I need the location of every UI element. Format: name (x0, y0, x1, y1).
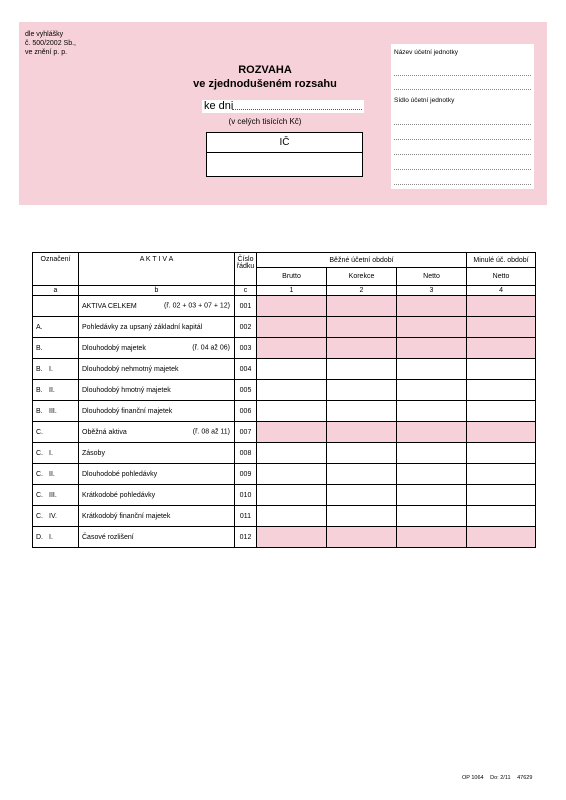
table-row (33, 338, 536, 359)
row-designation-roman: III. (49, 407, 57, 415)
korekce-cell[interactable] (327, 338, 397, 359)
netto-cell[interactable] (397, 485, 467, 506)
row-formula: (ř. 02 + 03 + 07 + 12) (164, 302, 230, 310)
row-number: 009 (235, 464, 257, 485)
row-designation (33, 506, 79, 527)
korekce-cell[interactable] (327, 527, 397, 548)
brutto-cell[interactable] (257, 296, 327, 317)
header-bezne-obdobi: Běžné účetní období (257, 253, 467, 268)
row-designation-letter: C. (36, 449, 43, 457)
netto-prev-cell[interactable] (467, 506, 536, 527)
row-designation-roman: I. (49, 365, 53, 373)
row-item-label: Dlouhodobý finanční majetek (82, 407, 173, 415)
netto-cell[interactable] (397, 317, 467, 338)
row-designation (33, 380, 79, 401)
row-designation (33, 359, 79, 380)
netto-cell[interactable] (397, 401, 467, 422)
netto-prev-cell[interactable] (467, 443, 536, 464)
row-item-name (79, 443, 235, 464)
law-line: ve znění p. p. (25, 49, 68, 56)
dotted-line (394, 184, 531, 185)
table-row (33, 380, 536, 401)
netto-prev-cell[interactable] (467, 527, 536, 548)
header-netto: Netto (397, 268, 467, 286)
dotted-line (394, 75, 531, 76)
ic-label: IČ (207, 133, 362, 153)
print-number: 47629 (517, 775, 533, 781)
table-row (33, 296, 536, 317)
brutto-cell[interactable] (257, 443, 327, 464)
col-number-4: 4 (467, 286, 536, 296)
row-item-label: Dlouhodobý nehmotný majetek (82, 365, 179, 373)
netto-cell[interactable] (397, 296, 467, 317)
netto-cell[interactable] (397, 506, 467, 527)
netto-prev-cell[interactable] (467, 317, 536, 338)
brutto-cell[interactable] (257, 464, 327, 485)
korekce-cell[interactable] (327, 317, 397, 338)
table-row (33, 506, 536, 527)
korekce-cell[interactable] (327, 401, 397, 422)
row-item-name (79, 485, 235, 506)
entity-name-label: Název účetní jednotky (394, 49, 458, 56)
row-item-label: Zásoby (82, 449, 105, 457)
header-korekce: Korekce (327, 268, 397, 286)
law-line: č. 500/2002 Sb., (25, 40, 76, 47)
row-designation-letter: C. (36, 491, 43, 499)
brutto-cell[interactable] (257, 506, 327, 527)
row-designation-roman: III. (49, 491, 57, 499)
brutto-cell[interactable] (257, 338, 327, 359)
date-dotted-line (232, 109, 362, 110)
brutto-cell[interactable] (257, 527, 327, 548)
row-designation (33, 401, 79, 422)
row-item-name (79, 464, 235, 485)
form-code: OP 1064 (462, 775, 484, 781)
row-number: 012 (235, 527, 257, 548)
row-formula: (ř. 08 až 11) (192, 428, 230, 436)
header-brutto: Brutto (257, 268, 327, 286)
korekce-cell[interactable] (327, 422, 397, 443)
table-row (33, 485, 536, 506)
korekce-cell[interactable] (327, 296, 397, 317)
row-designation (33, 296, 79, 317)
row-item-name (79, 296, 235, 317)
row-designation-roman: I. (49, 533, 53, 541)
row-designation-letter: C. (36, 428, 43, 436)
units-note: (v celých tisících Kč) (228, 117, 302, 126)
row-designation-letter: C. (36, 512, 43, 520)
row-designation (33, 464, 79, 485)
brutto-cell[interactable] (257, 401, 327, 422)
row-number: 005 (235, 380, 257, 401)
korekce-cell[interactable] (327, 443, 397, 464)
row-item-label: Dlouhodobý majetek (82, 344, 146, 352)
korekce-cell[interactable] (327, 506, 397, 527)
header-cislo-radku: Číslo řádku (235, 253, 257, 286)
row-designation-letter: B. (36, 344, 43, 352)
brutto-cell[interactable] (257, 380, 327, 401)
row-item-label: Dlouhodobé pohledávky (82, 470, 158, 478)
col-number-3: 3 (397, 286, 467, 296)
letter-a: a (33, 286, 79, 296)
table-body (33, 296, 536, 548)
header-netto-prev: Netto (467, 268, 536, 286)
row-designation (33, 443, 79, 464)
dotted-line (394, 124, 531, 125)
col-number-2: 2 (327, 286, 397, 296)
netto-prev-cell[interactable] (467, 338, 536, 359)
row-designation-roman: II. (49, 470, 55, 478)
row-item-label: Časové rozlišení (82, 533, 134, 541)
row-item-name (79, 506, 235, 527)
row-item-label: Oběžná aktiva (82, 428, 127, 436)
row-designation-roman: II. (49, 386, 55, 394)
netto-prev-cell[interactable] (467, 401, 536, 422)
row-designation-roman: I. (49, 449, 53, 457)
row-item-name (79, 317, 235, 338)
dotted-line (394, 89, 531, 90)
netto-cell[interactable] (397, 359, 467, 380)
row-number: 001 (235, 296, 257, 317)
seat-label: Sídlo účetní jednotky (394, 97, 455, 104)
table-row (33, 527, 536, 548)
row-number: 007 (235, 422, 257, 443)
row-item-label: Krátkodobý finanční majetek (82, 512, 171, 520)
row-designation-roman: IV. (49, 512, 57, 520)
row-item-name (79, 359, 235, 380)
law-reference (25, 30, 76, 57)
brutto-cell[interactable] (257, 422, 327, 443)
netto-prev-cell[interactable] (467, 464, 536, 485)
netto-cell[interactable] (397, 464, 467, 485)
row-item-name (79, 401, 235, 422)
row-designation-letter: B. (36, 407, 43, 415)
row-number: 002 (235, 317, 257, 338)
form-header (19, 22, 547, 205)
netto-cell[interactable] (397, 527, 467, 548)
netto-prev-cell[interactable] (467, 296, 536, 317)
netto-prev-cell[interactable] (467, 380, 536, 401)
brutto-cell[interactable] (257, 359, 327, 380)
row-designation (33, 422, 79, 443)
row-designation (33, 317, 79, 338)
row-designation-letter: B. (36, 386, 43, 394)
row-item-name (79, 380, 235, 401)
table-row (33, 464, 536, 485)
row-designation (33, 485, 79, 506)
row-designation-letter: B. (36, 365, 43, 373)
korekce-cell[interactable] (327, 380, 397, 401)
table-row (33, 359, 536, 380)
row-designation-letter: C. (36, 470, 43, 478)
table-row (33, 317, 536, 338)
row-designation (33, 338, 79, 359)
date-label: ke dni (204, 100, 234, 112)
netto-cell[interactable] (397, 443, 467, 464)
brutto-cell[interactable] (257, 485, 327, 506)
letter-b: b (79, 286, 235, 296)
row-formula: (ř. 04 až 06) (192, 344, 230, 352)
dotted-line (394, 169, 531, 170)
row-item-label: Dlouhodobý hmotný majetek (82, 386, 171, 394)
row-number: 006 (235, 401, 257, 422)
row-number: 010 (235, 485, 257, 506)
header-aktiva: A K T I V A (79, 253, 235, 286)
row-number: 003 (235, 338, 257, 359)
ic-box[interactable] (206, 132, 363, 177)
row-item-name (79, 338, 235, 359)
table-row (33, 401, 536, 422)
netto-cell[interactable] (397, 380, 467, 401)
netto-prev-cell[interactable] (467, 422, 536, 443)
netto-prev-cell[interactable] (467, 359, 536, 380)
balance-sheet-table (32, 252, 536, 548)
row-number: 008 (235, 443, 257, 464)
row-number: 004 (235, 359, 257, 380)
brutto-cell[interactable] (257, 317, 327, 338)
header-oznaceni: Označení (33, 253, 79, 286)
row-item-label: AKTIVA CELKEM (82, 302, 137, 310)
korekce-cell[interactable] (327, 359, 397, 380)
row-designation (33, 527, 79, 548)
row-number: 011 (235, 506, 257, 527)
table-row (33, 443, 536, 464)
header-minule-obdobi: Minulé úč. období (467, 253, 536, 268)
col-number-1: 1 (257, 286, 327, 296)
row-designation-letter: A. (36, 323, 43, 331)
netto-prev-cell[interactable] (467, 485, 536, 506)
row-designation-letter: D. (36, 533, 43, 541)
row-item-name (79, 422, 235, 443)
table-row (33, 422, 536, 443)
entity-info-box[interactable] (391, 44, 534, 189)
law-line: dle vyhlášky (25, 31, 64, 38)
print-date: Do: 2/11 (490, 775, 511, 781)
korekce-cell[interactable] (327, 485, 397, 506)
dotted-line (394, 154, 531, 155)
netto-cell[interactable] (397, 338, 467, 359)
row-item-label: Pohledávky za upsaný základní kapitál (82, 323, 203, 331)
row-item-name (79, 527, 235, 548)
netto-cell[interactable] (397, 422, 467, 443)
dotted-line (394, 139, 531, 140)
letter-c: c (235, 286, 257, 296)
row-item-label: Krátkodobé pohledávky (82, 491, 156, 499)
form-subtitle: ve zjednodušeném rozsahu (193, 78, 337, 90)
korekce-cell[interactable] (327, 464, 397, 485)
form-title: ROZVAHA (238, 64, 292, 76)
form-footer (462, 775, 537, 781)
date-field[interactable] (202, 100, 364, 113)
